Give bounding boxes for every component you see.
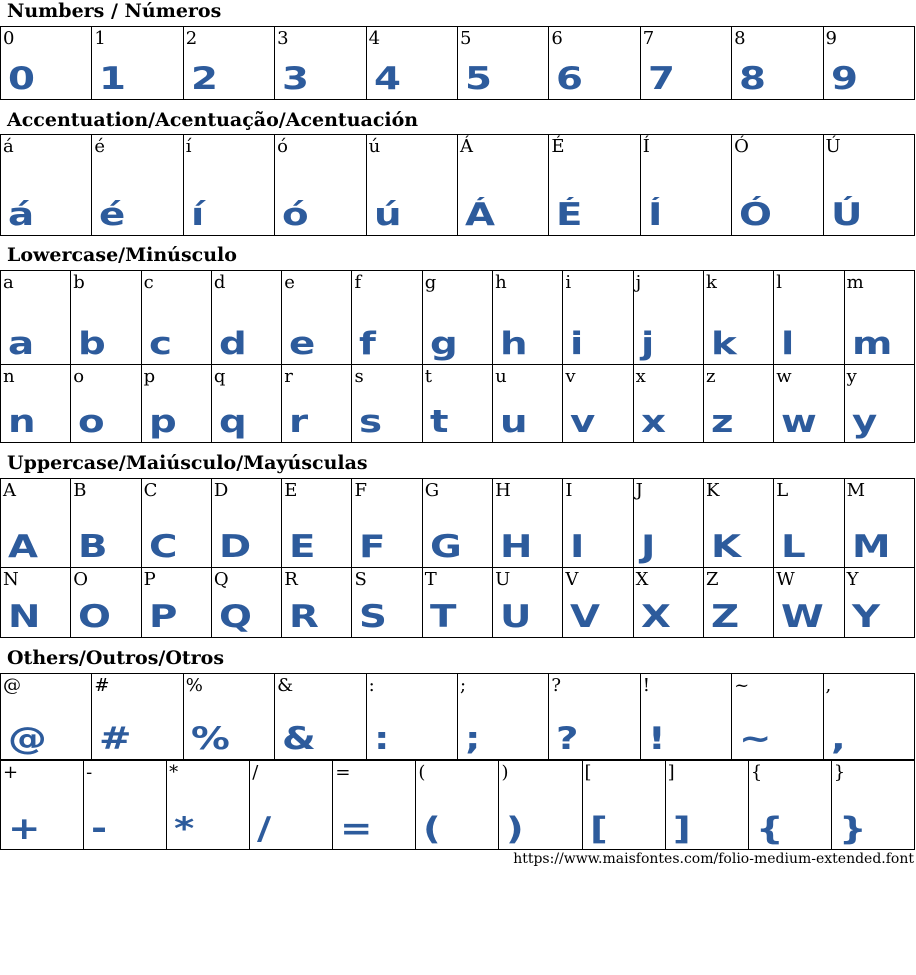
glyph-sample: á: [8, 197, 35, 233]
glyph-label: A: [3, 480, 16, 501]
glyph-label: 7: [642, 28, 655, 49]
glyph-label: P: [143, 569, 156, 590]
glyph-cell: [71, 568, 141, 638]
glyph-sample: Ó: [739, 197, 773, 233]
glyph-cell: [774, 271, 844, 365]
glyph-cell: [282, 271, 352, 365]
glyph-sample: M: [851, 529, 891, 565]
glyph-sample: 3: [282, 61, 310, 97]
glyph-cell: [774, 365, 844, 443]
glyph-cell: [366, 27, 457, 100]
glyph-cell: [493, 365, 563, 443]
glyph-cell: [282, 365, 352, 443]
glyph-label: =: [335, 762, 351, 783]
glyph-sample: í: [190, 197, 205, 233]
glyph-cell: [549, 27, 640, 100]
glyph-cell: [732, 135, 823, 236]
glyph-sample: 8: [739, 61, 767, 97]
glyph-cell: [84, 761, 167, 850]
glyph-sample: ?: [556, 721, 579, 757]
glyph-sample: P: [148, 599, 178, 635]
glyph-sample: x: [640, 404, 666, 440]
glyph-sample: Q: [218, 599, 252, 635]
glyph-cell: [493, 271, 563, 365]
glyph-cell: [1, 479, 71, 568]
glyph-label: -: [86, 762, 93, 783]
glyph-sample: V: [570, 599, 601, 635]
glyph-sample: d: [218, 326, 247, 362]
glyph-label: 0: [3, 28, 15, 49]
glyph-label: Í: [642, 136, 650, 157]
numbers-grid: [0, 26, 915, 100]
glyph-sample: *: [174, 811, 195, 847]
glyph-cell: [1, 568, 71, 638]
glyph-cell: [1, 27, 92, 100]
glyph-sample: f: [359, 326, 377, 362]
glyph-label: N: [3, 569, 19, 590]
glyph-label: {: [750, 762, 763, 783]
glyph-cell: [823, 674, 914, 760]
glyph-label: 3: [277, 28, 289, 49]
glyph-label: n: [3, 366, 15, 387]
glyph-label: T: [424, 569, 437, 590]
glyph-label: @: [3, 675, 21, 696]
glyph-label: d: [213, 272, 226, 293]
glyph-cell: [422, 479, 492, 568]
glyph-label: í: [185, 136, 192, 157]
section-title-lowercase: Lowercase/Minúsculo: [7, 244, 237, 266]
glyph-label: X: [635, 569, 649, 590]
glyph-sample: é: [99, 197, 126, 233]
section-title-accentuation: Accentuation/Acentuação/Acentuación: [7, 109, 419, 131]
glyph-label: H: [495, 480, 511, 501]
glyph-cell: [665, 761, 748, 850]
glyph-sample: y: [851, 404, 877, 440]
glyph-cell: [703, 365, 773, 443]
glyph-sample: v: [570, 404, 596, 440]
glyph-label: }: [833, 762, 846, 783]
glyph-sample: =: [340, 811, 373, 847]
glyph-sample: %: [190, 721, 230, 757]
accentuation-grid: [0, 134, 915, 236]
glyph-sample: Y: [851, 599, 880, 635]
glyph-sample: k: [710, 326, 737, 362]
glyph-sample: u: [500, 404, 528, 440]
glyph-label: é: [94, 136, 106, 157]
glyph-label: x: [635, 366, 646, 387]
glyph-sample: p: [148, 404, 177, 440]
glyph-sample: É: [556, 197, 583, 233]
glyph-label: V: [565, 569, 579, 590]
glyph-cell: [1, 674, 92, 760]
glyph-label: *: [169, 762, 179, 783]
glyph-cell: [71, 365, 141, 443]
glyph-label: ;: [459, 675, 467, 696]
glyph-row: [1, 135, 915, 236]
glyph-sample: n: [8, 404, 36, 440]
glyph-cell: [183, 135, 274, 236]
glyph-cell: [1, 135, 92, 236]
glyph-label: D: [213, 480, 229, 501]
glyph-label: S: [354, 569, 367, 590]
glyph-label: m: [846, 272, 864, 293]
glyph-cell: [333, 761, 416, 850]
glyph-sample: ;: [464, 721, 481, 757]
glyph-row: [1, 761, 915, 850]
glyph-cell: [563, 271, 633, 365]
glyph-sample: C: [148, 529, 178, 565]
glyph-sample: g: [429, 326, 458, 362]
glyph-label: ?: [551, 675, 561, 696]
glyph-cell: [844, 568, 914, 638]
glyph-sample: 0: [8, 61, 35, 97]
glyph-sample: A: [8, 529, 38, 565]
glyph-cell: [563, 479, 633, 568]
glyph-label: U: [495, 569, 511, 590]
glyph-label: +: [3, 762, 19, 783]
glyph-row: [1, 479, 915, 568]
glyph-label: g: [424, 272, 437, 293]
glyph-cell: [352, 365, 422, 443]
glyph-sample: W: [781, 599, 825, 635]
glyph-cell: [748, 761, 831, 850]
glyph-label: ú: [368, 136, 381, 157]
glyph-label: ]: [667, 762, 675, 783]
glyph-cell: [633, 479, 703, 568]
glyph-cell: [141, 365, 211, 443]
glyph-cell: [211, 271, 281, 365]
glyph-label: K: [705, 480, 720, 501]
glyph-cell: [732, 674, 823, 760]
glyph-sample: ,: [830, 721, 846, 757]
glyph-label: ,: [825, 675, 832, 696]
glyph-cell: [774, 568, 844, 638]
glyph-row: [1, 674, 915, 760]
glyph-cell: [352, 271, 422, 365]
glyph-row: [1, 365, 915, 443]
glyph-cell: [549, 135, 640, 236]
glyph-cell: [457, 135, 548, 236]
glyph-row: [1, 568, 915, 638]
glyph-sample: H: [500, 529, 533, 565]
glyph-label: /: [252, 762, 259, 783]
glyph-label: Q: [213, 569, 229, 590]
glyph-label: 9: [825, 28, 837, 49]
glyph-sample: B: [78, 529, 108, 565]
glyph-sample: 9: [830, 61, 858, 97]
glyph-label: 6: [551, 28, 563, 49]
glyph-cell: [275, 674, 366, 760]
glyph-sample: L: [781, 529, 806, 565]
glyph-cell: [141, 271, 211, 365]
glyph-label: L: [776, 480, 789, 501]
glyph-label: W: [776, 569, 795, 590]
glyph-label: o: [73, 366, 85, 387]
glyph-label: h: [495, 272, 507, 293]
glyph-cell: [493, 568, 563, 638]
glyph-label: 4: [368, 28, 381, 49]
glyph-label: c: [143, 272, 154, 293]
glyph-cell: [366, 135, 457, 236]
glyph-label: 8: [734, 28, 746, 49]
glyph-cell: [640, 135, 731, 236]
glyph-sample: m: [851, 326, 892, 362]
glyph-cell: [275, 27, 366, 100]
glyph-cell: [211, 568, 281, 638]
glyph-label: ): [501, 762, 509, 783]
glyph-label: G: [424, 480, 440, 501]
glyph-cell: [366, 674, 457, 760]
glyph-label: t: [424, 366, 433, 387]
glyph-label: E: [284, 480, 298, 501]
glyph-cell: [282, 479, 352, 568]
glyph-cell: [211, 365, 281, 443]
glyph-cell: [633, 271, 703, 365]
glyph-cell: [703, 479, 773, 568]
glyph-cell: [141, 479, 211, 568]
glyph-label: s: [354, 366, 364, 387]
glyph-cell: [549, 674, 640, 760]
glyph-sample: r: [289, 404, 309, 440]
glyph-sample: Á: [464, 197, 495, 233]
glyph-sample: i: [570, 326, 584, 362]
glyph-cell: [352, 479, 422, 568]
glyph-sample: :: [373, 721, 390, 757]
glyph-cell: [71, 271, 141, 365]
glyph-label: &: [277, 675, 294, 696]
glyph-label: Ó: [734, 136, 749, 157]
glyph-sample: {: [755, 811, 784, 847]
glyph-sample: T: [429, 599, 457, 635]
glyph-cell: [732, 27, 823, 100]
glyph-label: Á: [459, 136, 473, 157]
glyph-cell: [640, 674, 731, 760]
glyph-label: Y: [846, 569, 859, 590]
glyph-cell: [844, 271, 914, 365]
glyph-cell: [211, 479, 281, 568]
glyph-label: q: [213, 366, 226, 387]
glyph-label: [: [584, 762, 592, 783]
glyph-cell: [416, 761, 499, 850]
glyph-label: É: [551, 136, 565, 157]
glyph-cell: [457, 27, 548, 100]
glyph-sample: G: [429, 529, 462, 565]
glyph-cell: [422, 271, 492, 365]
uppercase-grid: [0, 478, 915, 638]
glyph-cell: [457, 674, 548, 760]
glyph-label: B: [73, 480, 87, 501]
glyph-label: z: [705, 366, 716, 387]
glyph-cell: [1, 761, 84, 850]
glyph-cell: [703, 271, 773, 365]
glyph-sample: 5: [464, 61, 492, 97]
glyph-cell: [563, 365, 633, 443]
glyph-sample: w: [781, 404, 818, 440]
glyph-cell: [250, 761, 333, 850]
glyph-label: %: [185, 675, 203, 696]
glyph-cell: [183, 27, 274, 100]
glyph-cell: [1, 365, 71, 443]
glyph-sample: -: [91, 811, 108, 847]
glyph-label: I: [565, 480, 573, 501]
glyph-label: á: [3, 136, 14, 157]
glyph-sample: &: [282, 721, 316, 757]
glyph-cell: [563, 568, 633, 638]
glyph-sample: o: [78, 404, 105, 440]
glyph-sample: 7: [647, 61, 675, 97]
glyph-label: ~: [734, 675, 750, 696]
glyph-sample: Í: [647, 197, 663, 233]
glyph-sample: +: [8, 811, 41, 847]
glyph-cell: [92, 674, 183, 760]
glyph-cell: [582, 761, 665, 850]
glyph-label: #: [94, 675, 110, 696]
glyph-sample: q: [218, 404, 247, 440]
glyph-sample: K: [710, 529, 742, 565]
glyph-label: ó: [277, 136, 289, 157]
glyph-sample: /: [257, 811, 272, 847]
glyph-sample: [: [589, 811, 608, 847]
glyph-cell: [499, 761, 582, 850]
glyph-sample: ú: [373, 197, 402, 233]
glyph-sample: N: [8, 599, 41, 635]
glyph-sample: c: [148, 326, 172, 362]
glyph-label: 5: [459, 28, 472, 49]
glyph-sample: X: [640, 599, 671, 635]
glyph-cell: [275, 135, 366, 236]
lowercase-grid: [0, 270, 915, 443]
glyph-sample: #: [99, 721, 132, 757]
glyph-label: C: [143, 480, 158, 501]
section-title-numbers: Numbers / Números: [7, 0, 222, 22]
glyph-cell: [1, 271, 71, 365]
glyph-row: [1, 27, 915, 100]
glyph-sample: t: [429, 404, 449, 440]
glyph-cell: [167, 761, 250, 850]
glyph-sample: b: [78, 326, 107, 362]
glyph-row: [1, 271, 915, 365]
glyph-cell: [823, 135, 914, 236]
glyph-sample: ): [506, 811, 525, 847]
glyph-sample: j: [640, 326, 654, 362]
glyph-sample: !: [647, 721, 666, 757]
glyph-sample: l: [781, 326, 795, 362]
glyph-cell: [282, 568, 352, 638]
glyph-label: i: [565, 272, 572, 293]
glyph-label: :: [368, 675, 375, 696]
glyph-sample: U: [500, 599, 532, 635]
glyph-sample: I: [570, 529, 585, 565]
glyph-label: u: [495, 366, 507, 387]
glyph-label: (: [418, 762, 426, 783]
glyph-cell: [703, 568, 773, 638]
glyph-sample: J: [640, 529, 656, 565]
glyph-label: e: [284, 272, 295, 293]
glyph-cell: [422, 365, 492, 443]
glyph-sample: E: [289, 529, 316, 565]
glyph-sample: @: [8, 721, 47, 757]
glyph-label: b: [73, 272, 85, 293]
glyph-label: y: [846, 366, 857, 387]
glyph-sample: Z: [710, 599, 740, 635]
glyph-label: M: [846, 480, 865, 501]
glyph-sample: ó: [282, 197, 309, 233]
glyph-sample: Ú: [830, 197, 862, 233]
glyph-cell: [352, 568, 422, 638]
glyph-label: 1: [94, 28, 106, 49]
glyph-label: J: [635, 480, 643, 501]
glyph-sample: ~: [739, 721, 772, 757]
glyph-cell: [422, 568, 492, 638]
glyph-label: 2: [185, 28, 198, 49]
section-title-others: Others/Outros/Otros: [7, 647, 225, 669]
glyph-label: O: [73, 569, 89, 590]
glyph-label: a: [3, 272, 14, 293]
glyph-sample: O: [78, 599, 112, 635]
glyph-cell: [831, 761, 914, 850]
glyph-cell: [633, 365, 703, 443]
glyph-label: k: [705, 272, 717, 293]
glyph-label: !: [642, 675, 650, 696]
glyph-sample: e: [289, 326, 316, 362]
glyph-sample: s: [359, 404, 383, 440]
glyph-sample: ]: [672, 811, 691, 847]
glyph-cell: [141, 568, 211, 638]
glyph-label: f: [354, 272, 362, 293]
glyph-sample: z: [710, 404, 734, 440]
glyph-sample: D: [218, 529, 252, 565]
glyph-cell: [774, 479, 844, 568]
glyph-sample: }: [838, 811, 867, 847]
glyph-label: r: [284, 366, 293, 387]
glyph-sample: 6: [556, 61, 584, 97]
glyph-sample: S: [359, 599, 388, 635]
glyph-label: F: [354, 480, 367, 501]
glyph-cell: [183, 674, 274, 760]
section-title-uppercase: Uppercase/Maiúsculo/Mayúsculas: [7, 452, 368, 474]
glyph-cell: [633, 568, 703, 638]
others-grid-2: [0, 760, 915, 850]
glyph-sample: a: [8, 326, 35, 362]
glyph-label: p: [143, 366, 156, 387]
glyph-sample: F: [359, 529, 386, 565]
glyph-sample: 1: [99, 61, 127, 97]
glyph-label: v: [565, 366, 576, 387]
glyph-cell: [92, 135, 183, 236]
glyph-cell: [92, 27, 183, 100]
glyph-label: Ú: [825, 136, 841, 157]
glyph-sample: (: [423, 811, 442, 847]
glyph-label: w: [776, 366, 792, 387]
glyph-sample: h: [500, 326, 528, 362]
glyph-cell: [844, 365, 914, 443]
glyph-cell: [493, 479, 563, 568]
glyph-sample: 2: [190, 61, 218, 97]
glyph-cell: [844, 479, 914, 568]
source-url[interactable]: https://www.maisfontes.com/folio-medium-extended.font: [513, 851, 914, 867]
glyph-cell: [71, 479, 141, 568]
glyph-sample: 4: [373, 61, 401, 97]
glyph-label: R: [284, 569, 298, 590]
others-grid-1: [0, 673, 915, 760]
glyph-cell: [823, 27, 914, 100]
glyph-cell: [640, 27, 731, 100]
glyph-label: Z: [705, 569, 719, 590]
glyph-label: j: [635, 272, 642, 293]
glyph-sample: R: [289, 599, 320, 635]
glyph-label: l: [776, 272, 783, 293]
